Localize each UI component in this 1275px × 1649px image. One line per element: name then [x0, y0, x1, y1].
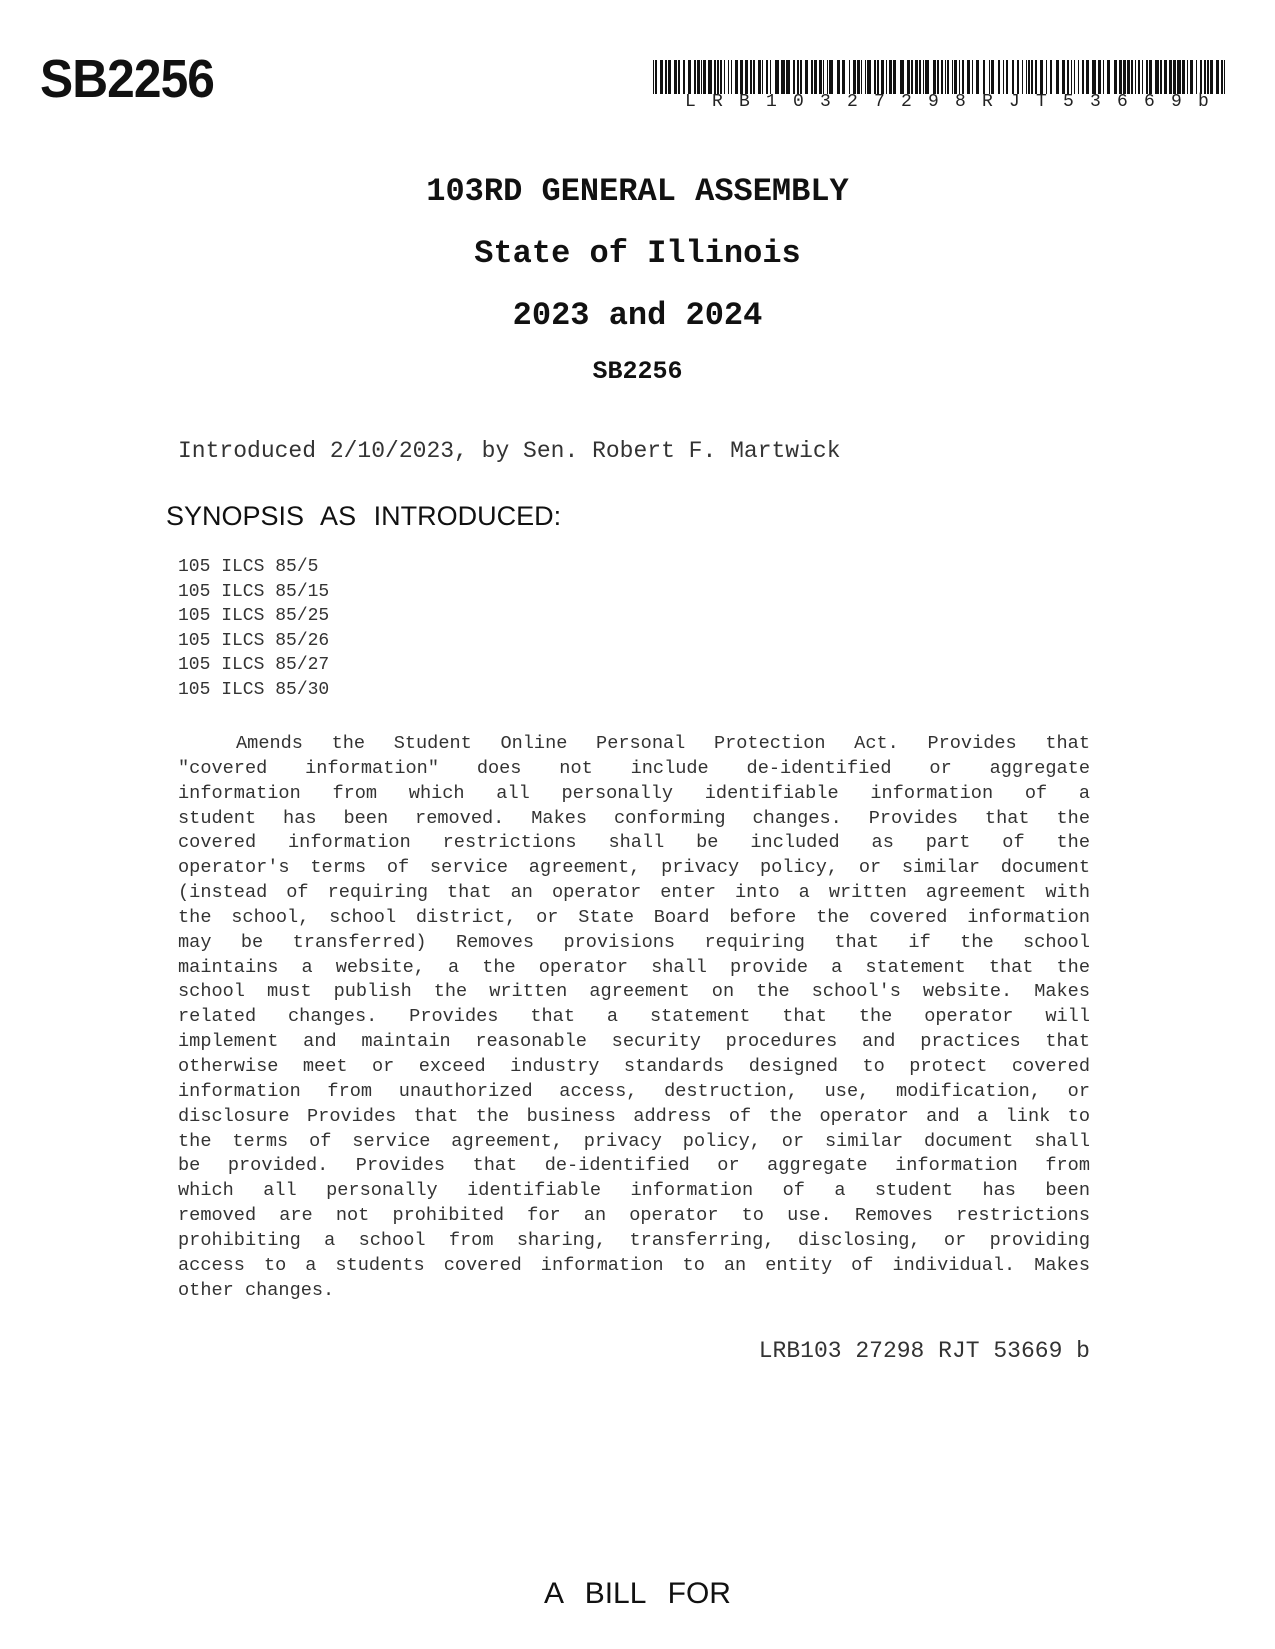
barcode-bar	[1006, 60, 1008, 94]
barcode-bar	[923, 60, 924, 94]
barcode-bar	[1221, 60, 1223, 94]
barcode-bar	[972, 60, 973, 94]
barcode-bar	[1131, 60, 1133, 94]
barcode-bar	[989, 60, 990, 94]
barcode-bar	[786, 60, 790, 94]
barcode-bar	[857, 60, 860, 94]
state-heading: State of Illinois	[474, 235, 801, 272]
synopsis-line: otherwise meet or exceed industry standards designed to protect covered	[178, 1055, 1090, 1077]
synopsis-line: Amends the Student Online Personal Protection Act. Provides that	[236, 733, 1090, 754]
barcode-bar	[900, 60, 904, 94]
barcode-bar	[954, 60, 957, 94]
barcode-bar	[842, 60, 845, 94]
barcode-bar	[814, 60, 817, 94]
citation-item: 105 ILCS 85/26	[178, 630, 330, 651]
barcode-bar	[1204, 60, 1206, 94]
barcode-bar	[853, 60, 856, 94]
synopsis-line: the terms of service agreement, privacy policy, or similar document shall	[178, 1130, 1090, 1152]
barcode-bar	[655, 60, 657, 94]
barcode-bar	[837, 60, 840, 94]
synopsis-line: prohibiting a school from sharing, transferring, disclosing, or providing	[178, 1229, 1090, 1251]
barcode-bar	[877, 60, 879, 94]
synopsis-line: which all personally identifiable information of a student has been	[178, 1180, 1090, 1202]
synopsis-line: covered information restrictions shall be included as part of the	[178, 832, 1090, 854]
introduced-line: Introduced 2/10/2023, by Sen. Robert F. Martwick	[178, 438, 841, 464]
barcode-bar	[1160, 60, 1162, 94]
general-assembly-heading: 103RD GENERAL ASSEMBLY	[426, 173, 849, 210]
barcode-bar	[1146, 60, 1148, 94]
synopsis-line: school must publish the written agreement on the school's website. Makes	[178, 981, 1090, 1003]
synopsis-line: disclosure Provides that the business address of the operator and a link to	[178, 1105, 1090, 1127]
barcode-bar	[1138, 60, 1140, 94]
barcode-bar	[701, 60, 702, 94]
barcode-bar	[959, 60, 960, 94]
barcode-bar	[1123, 60, 1126, 94]
barcode-bar	[881, 60, 884, 94]
barcode-bar	[867, 60, 871, 94]
citation-list	[178, 555, 329, 703]
barcode-bar	[735, 60, 738, 94]
barcode	[653, 60, 1228, 94]
synopsis-line: other changes.	[178, 1279, 335, 1301]
barcode-bar	[678, 60, 680, 94]
barcode-bar	[740, 60, 743, 94]
barcode-bar	[998, 60, 1000, 94]
barcode-bar	[720, 60, 722, 94]
barcode-bar	[714, 60, 716, 94]
barcode-bar	[1142, 60, 1143, 94]
synopsis-line: student has been removed. Makes conforming changes. Provides that the	[178, 807, 1090, 829]
barcode-bar	[911, 60, 913, 94]
barcode-bar	[1114, 60, 1117, 94]
barcode-bar	[1207, 60, 1209, 94]
barcode-bar	[1149, 60, 1152, 94]
barcode-bar	[829, 60, 833, 94]
barcode-bar	[674, 60, 677, 94]
lrb-number: LRB103 27298 RJT 53669 b	[758, 1338, 1090, 1364]
barcode-bar	[750, 60, 752, 94]
a-bill-for-heading: A BILL FOR	[544, 1577, 731, 1610]
barcode-bar	[1026, 60, 1027, 94]
barcode-bar	[728, 60, 729, 94]
barcode-bar	[889, 60, 892, 94]
barcode-bar	[653, 60, 654, 94]
barcode-bar	[827, 60, 828, 94]
barcode-bar	[1074, 60, 1075, 94]
barcode-bar	[758, 60, 761, 94]
barcode-bar	[1169, 60, 1172, 94]
barcode-bar	[947, 60, 949, 94]
barcode-bar	[941, 60, 943, 94]
barcode-bar	[823, 60, 824, 94]
barcode-bar	[1078, 60, 1079, 94]
barcode-bar	[1062, 60, 1065, 94]
synopsis-line: operator's terms of service agreement, privacy policy, or similar document	[178, 857, 1090, 879]
citation-item: 105 ILCS 85/15	[178, 581, 330, 602]
barcode-bar	[849, 60, 850, 94]
bill-number-heading: SB2256	[592, 357, 683, 386]
barcode-bar	[874, 60, 876, 94]
citation-item: 105 ILCS 85/5	[178, 557, 319, 577]
barcode-bar	[967, 60, 970, 94]
barcode-bar	[937, 60, 939, 94]
barcode-bar	[983, 60, 985, 94]
barcode-bar	[1224, 60, 1225, 94]
synopsis-line: may be transferred) Removes provisions requiring that if the school	[178, 931, 1090, 953]
barcode-bar	[1050, 60, 1052, 94]
barcode-bar	[1098, 60, 1101, 94]
barcode-bar	[1017, 60, 1019, 94]
barcode-bar	[688, 60, 691, 94]
barcode-bar	[717, 60, 719, 94]
barcode-text: LRB10327298RJT53669b	[685, 92, 1226, 112]
barcode-bar	[1164, 60, 1167, 94]
synopsis-body	[178, 732, 1090, 1303]
barcode-bar	[1022, 60, 1023, 94]
barcode-bar	[865, 60, 866, 94]
synopsis-line: information from unauthorized access, destruction, use, modification, or	[178, 1080, 1090, 1102]
barcode-bar	[893, 60, 896, 94]
barcode-bar	[819, 60, 822, 94]
barcode-bar	[665, 60, 667, 94]
barcode-bar	[770, 60, 771, 94]
barcode-bar	[800, 60, 802, 94]
barcode-bar	[991, 60, 994, 94]
barcode-bar	[1082, 60, 1084, 94]
barcode-bar	[805, 60, 808, 94]
barcode-bar	[1046, 60, 1047, 94]
bill-number-corner: SB2256	[40, 49, 215, 109]
barcode-bar	[724, 60, 725, 94]
barcode-bar	[1173, 60, 1176, 94]
barcode-bar	[745, 60, 748, 94]
barcode-bar	[811, 60, 813, 94]
barcode-bar	[753, 60, 755, 94]
barcode-bar	[781, 60, 785, 94]
synopsis-line: be provided. Provides that de-identified or aggregate information from	[178, 1155, 1090, 1177]
synopsis-line: related changes. Provides that a statement that the operator will	[178, 1006, 1090, 1028]
barcode-bar	[660, 60, 663, 94]
barcode-bar	[797, 60, 799, 94]
session-years-heading: 2023 and 2024	[512, 297, 763, 334]
barcode-bar	[945, 60, 946, 94]
barcode-bar	[1086, 60, 1089, 94]
barcode-bar	[915, 60, 918, 94]
barcode-bar	[1127, 60, 1130, 94]
barcode-bar	[1182, 60, 1185, 94]
barcode-bar	[933, 60, 936, 94]
barcode-bar	[962, 60, 964, 94]
barcode-bar	[766, 60, 768, 94]
barcode-bar	[976, 60, 979, 94]
barcode-bar	[1196, 60, 1197, 94]
barcode-bar	[907, 60, 910, 94]
barcode-bar	[1210, 60, 1213, 94]
barcode-bar	[1012, 60, 1014, 94]
barcode-bar	[1119, 60, 1122, 94]
synopsis-line: access to a students covered information to an entity of individual. Makes	[178, 1254, 1090, 1276]
barcode-bar	[1071, 60, 1072, 94]
barcode-bar	[919, 60, 921, 94]
synopsis-line: information from which all personally identifiable information of a	[178, 782, 1090, 804]
barcode-bar	[925, 60, 929, 94]
synopsis-heading: SYNOPSIS AS INTRODUCED:	[166, 501, 562, 531]
barcode-bar	[697, 60, 700, 94]
citation-item: 105 ILCS 85/25	[178, 606, 330, 627]
barcode-bar	[1190, 60, 1193, 94]
barcode-bar	[952, 60, 953, 94]
barcode-bar	[703, 60, 706, 94]
barcode-bar	[668, 60, 671, 94]
barcode-bar	[1035, 60, 1037, 94]
barcode-bar	[1040, 60, 1043, 94]
barcode-bar	[1177, 60, 1181, 94]
synopsis-line: maintains a website, a the operator shall provide a statement that the	[178, 956, 1090, 978]
barcode-bar	[775, 60, 779, 94]
barcode-bar	[1155, 60, 1159, 94]
barcode-bar	[1107, 60, 1110, 94]
barcode-bar	[731, 60, 732, 94]
barcode-bar	[1092, 60, 1096, 94]
barcode-bar	[1067, 60, 1069, 94]
barcode-bar	[1031, 60, 1033, 94]
synopsis-line: removed are not prohibited for an operator to use. Removes restrictions	[178, 1205, 1090, 1227]
barcode-bar	[1103, 60, 1104, 94]
synopsis-line: implement and maintain reasonable security procedures and practices that	[178, 1031, 1090, 1053]
synopsis-line: "covered information" does not include de-identified or aggregate	[178, 757, 1090, 779]
barcode-bar	[1200, 60, 1202, 94]
barcode-bar	[683, 60, 685, 94]
barcode-bar	[694, 60, 696, 94]
barcode-bar	[886, 60, 887, 94]
barcode-bar	[1028, 60, 1030, 94]
barcode-bar	[793, 60, 795, 94]
barcode-bar	[1003, 60, 1004, 94]
barcode-bar	[762, 60, 763, 94]
barcode-bar	[708, 60, 712, 94]
synopsis-line: (instead of requiring that an operator enter into a written agreement with	[178, 882, 1090, 904]
barcode-bar	[1216, 60, 1219, 94]
barcode-bar	[1056, 60, 1059, 94]
citation-item: 105 ILCS 85/30	[178, 679, 330, 700]
synopsis-line: the school, school district, or State Board before the covered information	[178, 906, 1090, 928]
barcode-bar	[1187, 60, 1188, 94]
barcode-bar	[861, 60, 862, 94]
citation-item: 105 ILCS 85/27	[178, 655, 330, 676]
barcode-bar	[1135, 60, 1136, 94]
